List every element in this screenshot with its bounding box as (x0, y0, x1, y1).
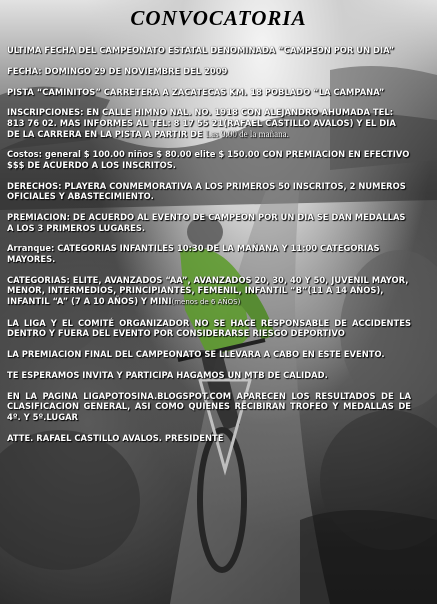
announcement-body (7, 45, 411, 453)
invitation-paragraph: TE ESPERAMOS INVITA Y PARTICIPA HAGAMOS UN MTB DE CALIDAD. (7, 369, 328, 380)
awards-paragraph: PREMIACION: DE ACUERDO AL EVENTO DE CAMPEON POR UN DIA SE DAN MEDALLAS A LOS 3 PRIMEROS LUGARES. (7, 212, 406, 233)
registration-paragraph (7, 107, 411, 139)
liability-paragraph: LA LIGA Y EL COMITÉ ORGANIZADOR NO SE HACE RESPONSABLE DE ACCIDENTES DENTRO Y FUERA DEL EVENTO POR CONSIDERARSE RIESGO DEPORTIVO (7, 317, 411, 339)
date-paragraph: FECHA: DOMINGO 29 DE NOVIEMBRE DEL 2009 (7, 65, 228, 76)
registration-text: INSCRIPCIONES: EN CALLE HIMNO NAL. NO. 1918 CON ALEJANDRO AHUMADA TEL: 813 76 02. MAS INFORMES AL TEL: 8 17 55 21(RAFAEL CASTILLO AVALOS) Y EL DIA DE LA CARRERA EN LA PISTA A PARTIR DE (7, 107, 396, 139)
start-paragraph: Arranque: CATEGORIAS INFANTILES 10:30 DE LA MAÑANA Y 11:00 CATEGORIAS MAYORES. (7, 243, 380, 265)
deadline-paragraph: ULTIMA FECHA DEL CAMPEONATO ESTATAL DENOMINADA “CAMPEON POR UN DIA” (7, 45, 395, 55)
website-paragraph: EN LA PAGINA LIGAPOTOSINA.BLOGSPOT.COM APARECEN LOS RESULTADOS DE LA CLASIFICACION GENERAL, ASI COMO QUIENES RECIBIRAN TROFEO Y MEDALLAS DE 4º. Y 5º.LUGAR (7, 390, 411, 422)
page-title: CONVOCATORIA (130, 6, 307, 30)
categories-text: CATEGORIAS: ELITE, AVANZADOS “AA”, AVANZADOS 20, 30, 40 Y 50, JUVENIL MAYOR, MENOR, INTERMEDIOS, PRINCIPIANTES, FEMENIL, INFANTIL “B”(11 A 14 AÑOS), INFANTIL “A” (7 A 10 AÑOS) Y MINI (7, 274, 409, 306)
signature-paragraph: ATTE. RAFAEL CASTILLO AVALOS. PRESIDENTE (7, 432, 224, 443)
final-awards-paragraph: LA PREMIACION FINAL DEL CAMPEONATO SE LLEVARA A CABO EN ESTE EVENTO. (7, 349, 385, 360)
rights-paragraph: DERECHOS: PLAYERA CONMEMORATIVA A LOS PRIMEROS 50 INSCRITOS, 2 NUMEROS OFICIALES Y ABASTECIMIENTO. (7, 180, 406, 202)
track-paragraph: PISTA “CAMINITOS” CARRETERA A ZACATECAS KM. 18 POBLADO “LA CAMPANA” (7, 86, 385, 97)
categories-paragraph (7, 275, 411, 308)
registration-time: Las 9:00 de la mañana. (205, 128, 289, 139)
costs-paragraph: Costos: general $ 100.00 niños $ 80.00 elite $ 150.00 CON PREMIACION EN EFECTIVO $$$ DE ACUERDO A LOS INSCRITOS. (7, 149, 410, 170)
categories-mini-age: (menos de 6 AÑOS) (171, 298, 241, 306)
